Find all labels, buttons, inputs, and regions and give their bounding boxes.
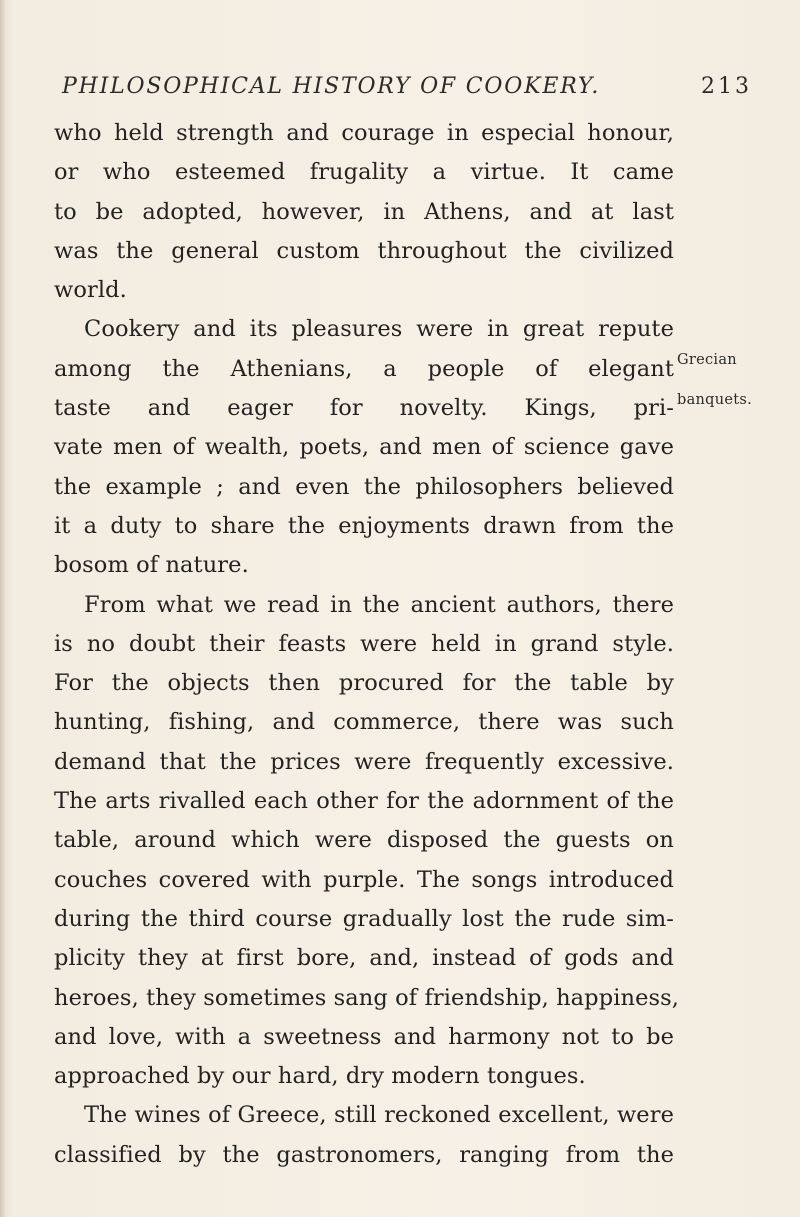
text-line: world. xyxy=(54,277,127,304)
text-line: the example ; and even the philosophers believed xyxy=(54,473,674,500)
text-line: Cookery and its pleasures were in great repute xyxy=(84,316,674,343)
body-text xyxy=(54,114,680,1175)
text-line: hunting, fishing, and commerce, there was such xyxy=(54,709,674,736)
text-line: it a duty to share the enjoyments drawn from the xyxy=(54,512,674,539)
text-line: bosom of nature. xyxy=(54,552,249,579)
text-line: approached by our hard, dry modern tongues. xyxy=(54,1063,586,1090)
text-line: or who esteemed frugality a virtue. It came xyxy=(54,159,674,186)
text-line: taste and eager for novelty. Kings, pri- xyxy=(54,395,674,422)
text-line: among the Athenians, a people of elegant xyxy=(54,355,674,382)
running-head-title: PHILOSOPHICAL HISTORY OF COOKERY. xyxy=(62,74,601,99)
page-gutter-edge xyxy=(0,0,6,1217)
text-line: plicity they at first bore, and, instead of gods and xyxy=(54,945,674,972)
text-line: table, around which were disposed the guests on xyxy=(54,827,674,854)
text-line: demand that the prices were frequently excessive. xyxy=(54,748,674,775)
text-line: is no doubt their feasts were held in grand style. xyxy=(54,630,674,657)
text-line: who held strength and courage in especial honour, xyxy=(54,120,674,146)
running-head xyxy=(62,74,752,110)
text-line: classified by the gastronomers, ranging from the xyxy=(54,1141,674,1168)
text-line: The arts rivalled each other for the adornment of the xyxy=(54,788,674,815)
text-line: during the third course gradually lost the rude sim- xyxy=(54,905,674,932)
sidenote-grecian: Grecian xyxy=(677,352,737,368)
text-line: and love, with a sweetness and harmony not to be xyxy=(54,1023,674,1050)
text-line: to be adopted, however, in Athens, and at last xyxy=(54,198,674,225)
text-line: heroes, they sometimes sang of friendship, happiness, xyxy=(54,984,680,1011)
text-line: was the general custom throughout the civilized xyxy=(54,237,674,264)
page-number: 213 xyxy=(701,74,752,99)
text-line: The wines of Greece, still reckoned excellent, were xyxy=(84,1102,674,1129)
text-line: couches covered with purple. The songs introduced xyxy=(54,866,674,893)
text-line: vate men of wealth, poets, and men of science gave xyxy=(54,434,674,461)
sidenote-banquets: banquets. xyxy=(677,392,753,408)
text-line: From what we read in the ancient authors, there xyxy=(84,591,674,618)
text-line: For the objects then procured for the table by xyxy=(54,670,674,697)
